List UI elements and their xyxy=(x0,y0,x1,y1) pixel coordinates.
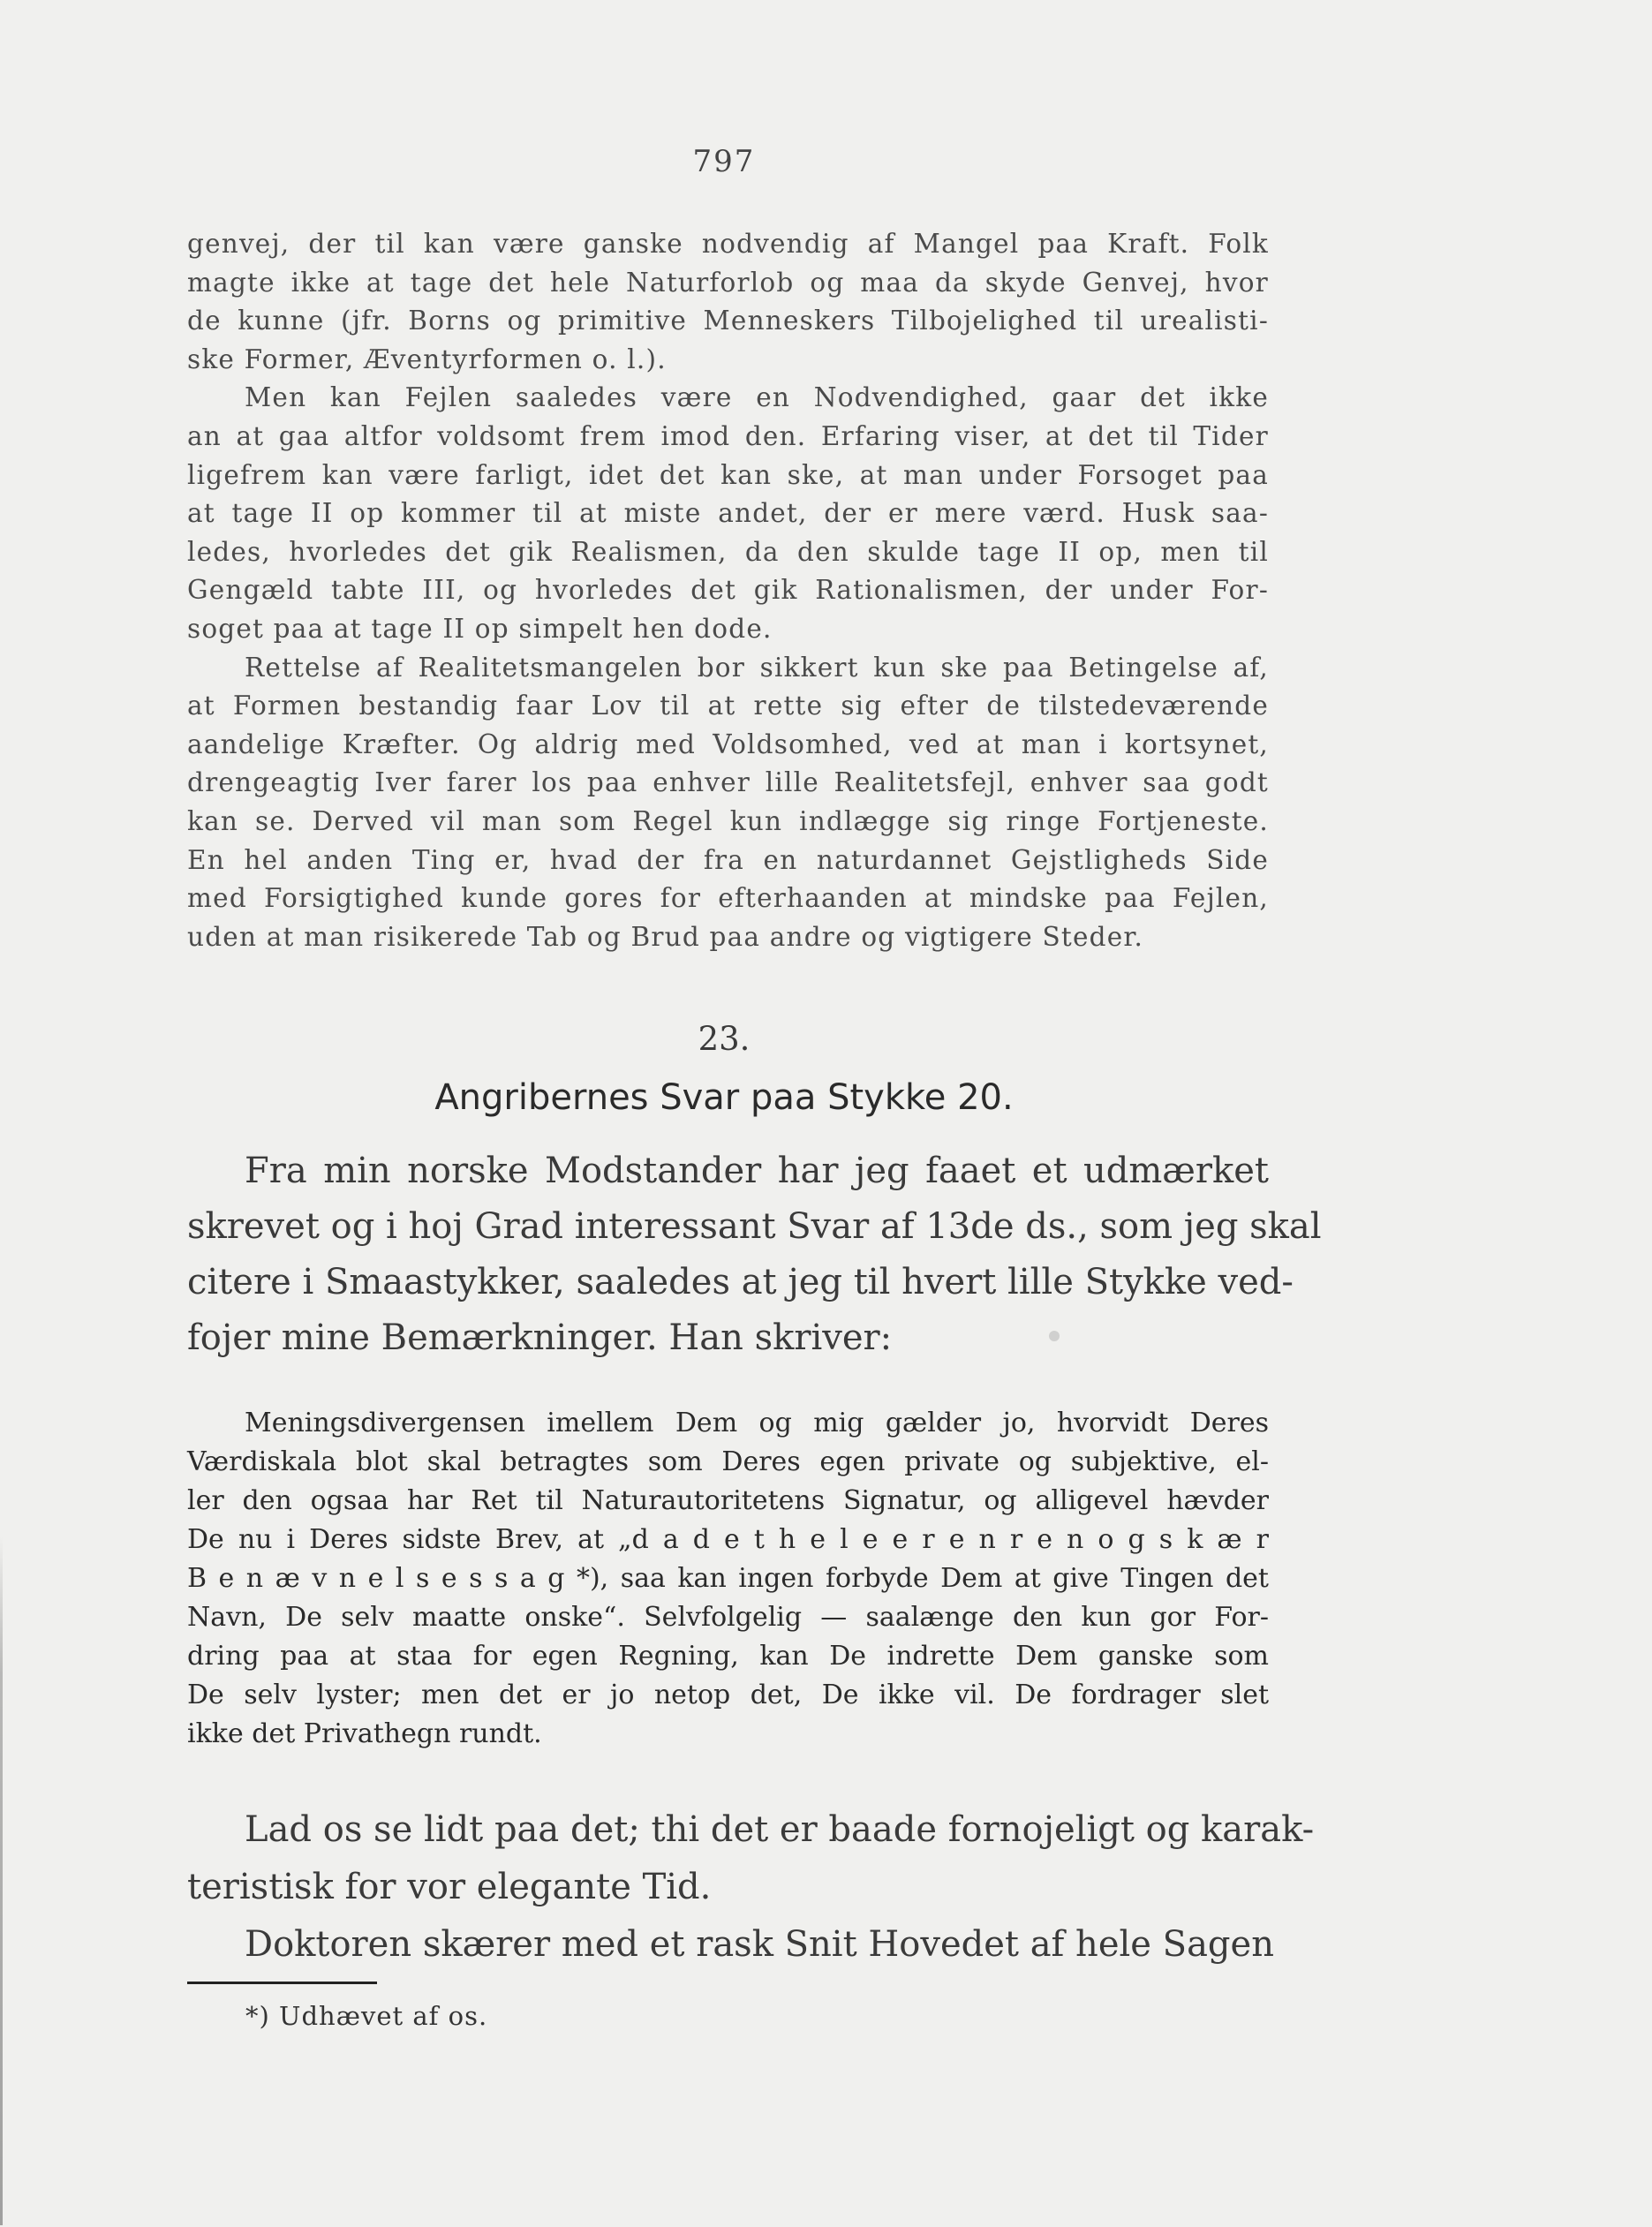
text-line: Navn, De selv maatte onske“. Selvfolgelig — saalænge den kun gor For- xyxy=(187,1602,1269,1633)
text-line: ligefrem kan være farligt, idet det kan ske, at man under Forsoget paa xyxy=(187,459,1269,490)
text-line: B e n æ v n e l s e s s a g *), saa kan ingen forbyde Dem at give Tingen det xyxy=(187,1563,1269,1594)
body-paragraph-large xyxy=(187,1801,1315,1974)
text-line: de kunne (jfr. Borns og primitive Menneskers Tilbojelighed til urealisti- xyxy=(187,306,1269,336)
text-line: at tage II op kommer til at miste andet, der er mere værd. Husk saa- xyxy=(187,498,1269,529)
text-line: magte ikke at tage det hele Naturforlob og maa da skyde Genvej, hvor xyxy=(187,267,1269,298)
text-line: citere i Smaastykker, saaledes at jeg til hvert lille Stykke ved- xyxy=(187,1262,1294,1302)
text-line: Lad os se lidt paa det; thi det er baade fornojeligt og karak- xyxy=(245,1809,1315,1850)
text-line: Rettelse af Realitetsmangelen bor sikkert kun ske paa Betingelse af, xyxy=(245,652,1269,683)
text-line: an at gaa altfor voldsomt frem imod den. Erfaring viser, at det til Tider xyxy=(187,420,1269,451)
text-line: fojer mine Bemærkninger. Han skriver: xyxy=(187,1317,893,1358)
quoted-passage xyxy=(187,1404,1269,1754)
text-line: drengeagtig Iver farer los paa enhver lille Realitetsfejl, enhver saa godt xyxy=(187,767,1269,798)
text-line: teristisk for vor elegante Tid. xyxy=(187,1867,712,1907)
text-line: De selv lyster; men det er jo netop det, De ikke vil. De fordrager slet xyxy=(187,1680,1269,1710)
text-line: Doktoren skærer med et rask Snit Hovedet af hele Sagen xyxy=(245,1924,1274,1965)
text-line: Men kan Fejlen saaledes være en Nodvendighed, gaar det ikke xyxy=(245,382,1269,413)
text-line: Meningsdivergensen imellem Dem og mig gælder jo, hvorvidt Deres xyxy=(245,1408,1269,1438)
text-line: En hel anden Ting er, hvad der fra en naturdannet Gejstligheds Side xyxy=(187,844,1269,875)
text-line: Værdiskala blot skal betragtes som Deres egen private og subjektive, el- xyxy=(187,1446,1269,1477)
text-line: dring paa at staa for egen Regning, kan De indrette Dem ganske som xyxy=(187,1641,1269,1672)
footnote: *) Udhævet af os. xyxy=(245,2001,488,2031)
text-line: ledes, hvorledes det gik Realismen, da den skulde tage II op, men til xyxy=(187,536,1269,567)
text-line: kan se. Derved vil man som Regel kun indlægge sig ringe Fortjeneste. xyxy=(187,805,1269,836)
text-line: med Forsigtighed kunde gores for efterhaanden at mindske paa Fejlen, xyxy=(187,883,1269,914)
body-paragraph-large xyxy=(187,1144,1322,1366)
text-line: ske Former, Æventyrformen o. l.). xyxy=(187,343,667,374)
text-line: De nu i Deres sidste Brev, at „d a d e t h e l e e r e n r e n o g s k æ r xyxy=(187,1524,1269,1555)
page-number: 797 xyxy=(692,144,756,179)
paper-spot xyxy=(1049,1331,1060,1341)
text-line: ikke det Privathegn rundt. xyxy=(187,1718,542,1749)
section-number: 23. xyxy=(698,1020,751,1058)
text-line: Gengæld tabte III, og hvorledes det gik Rationalismen, der under For- xyxy=(187,575,1269,606)
page-edge-shadow xyxy=(0,1536,3,2225)
text-line: skrevet og i hoj Grad interessant Svar af 13de ds., som jeg skal xyxy=(187,1206,1322,1247)
text-line: aandelige Kræfter. Og aldrig med Voldsomhed, ved at man i kortsynet, xyxy=(187,728,1269,759)
text-line: genvej, der til kan være ganske nodvendig af Mangel paa Kraft. Folk xyxy=(187,229,1269,259)
intro-text xyxy=(187,225,1269,956)
footnote-divider xyxy=(187,1982,377,1984)
text-line: soget paa at tage II op simpelt hen dode. xyxy=(187,613,773,644)
text-line: ler den ogsaa har Ret til Naturautoritetens Signatur, og alligevel hævder xyxy=(187,1485,1269,1516)
text-line: Fra min norske Modstander har jeg faaet et udmærket xyxy=(245,1151,1269,1191)
text-line: at Formen bestandig faar Lov til at rette sig efter de tilstedeværende xyxy=(187,691,1269,721)
section-title: Angribernes Svar paa Stykke 20. xyxy=(434,1077,1014,1118)
text-line: uden at man risikerede Tab og Brud paa andre og vigtigere Steder. xyxy=(187,921,1144,952)
